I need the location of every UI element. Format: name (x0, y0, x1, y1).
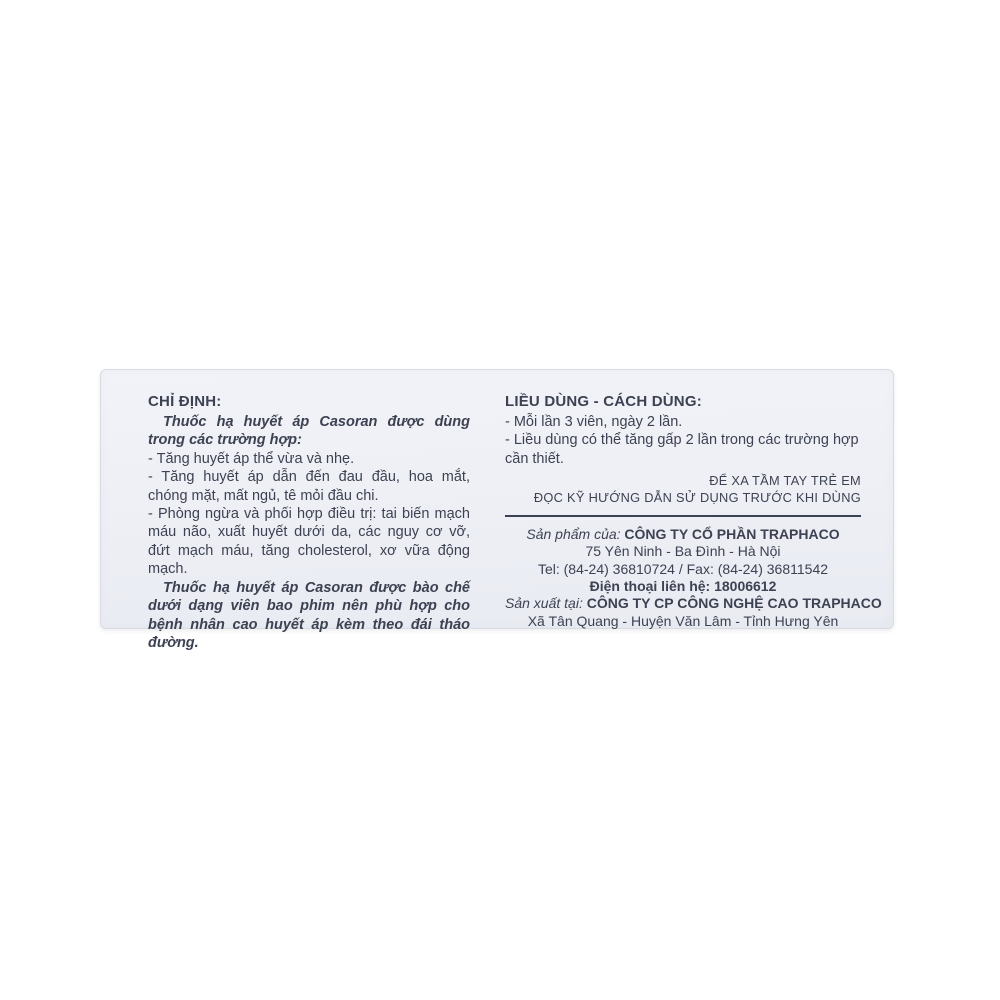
dosage-item: - Mỗi lần 3 viên, ngày 2 lần. (505, 414, 683, 431)
keep-away-warning: ĐỂ XA TẦM TAY TRẺ EM (709, 473, 861, 489)
indication-item: - Tăng huyết áp thể vừa và nhẹ. (148, 450, 355, 467)
dosage-and-manufacturer-section (505, 392, 882, 630)
indications-heading: CHỈ ĐỊNH: (148, 393, 222, 410)
product-of-label: Sản phẩm của: (526, 526, 621, 543)
product-of-company: CÔNG TY CỔ PHẦN TRAPHACO (624, 526, 840, 543)
made-at-company: CÔNG TY CP CÔNG NGHỆ CAO TRAPHACO (586, 595, 882, 612)
dosage-item: - Liều dùng có thể tăng gấp 2 lần trong các trường hợp cần thiết. (505, 432, 859, 467)
indication-item: - Tăng huyết áp dẫn đến đau đầu, hoa mắt, chóng mặt, mất ngủ, tê mỏi đầu chi. (148, 469, 470, 504)
indication-item: - Phòng ngừa và phối hợp điều trị: tai biến mạch máu não, xuất huyết dưới da, các nguy cơ vỡ, đứt mạch máu, tăng cholesterol, xơ vữa động mạch. (148, 506, 470, 578)
tel-fax-line: Tel: (84-24) 36810724 / Fax: (84-24) 36811542 (537, 560, 829, 577)
indications-intro: Thuốc hạ huyết áp Casoran được dùng trong các trường hợp: (148, 414, 470, 449)
warning-block (505, 473, 861, 507)
hotline-line: Điện thoại liên hệ: 18006612 (589, 578, 777, 595)
made-at-line (505, 595, 882, 612)
manufacturer-block (505, 526, 882, 630)
indications-note: Thuốc hạ huyết áp Casoran được bào chế dưới dạng viên bao phim nên phù hợp cho bệnh nhân cao huyết áp kèm theo đái tháo đường. (148, 579, 470, 651)
indications-section (148, 392, 470, 652)
product-of-line (505, 526, 861, 543)
medicine-box-back-panel (100, 369, 894, 651)
dosage-heading: LIỀU DÙNG - CÁCH DÙNG: (505, 393, 702, 410)
read-instructions-warning: ĐỌC KỸ HƯỚNG DẪN SỬ DỤNG TRƯỚC KHI DÙNG (533, 490, 861, 506)
company-address: 75 Yên Ninh - Ba Đình - Hà Nội (585, 543, 781, 560)
factory-address: Xã Tân Quang - Huyện Văn Lâm - Tỉnh Hưng Yên (527, 612, 839, 629)
made-at-label: Sản xuất tại: (505, 595, 583, 612)
separator-line (505, 515, 861, 517)
